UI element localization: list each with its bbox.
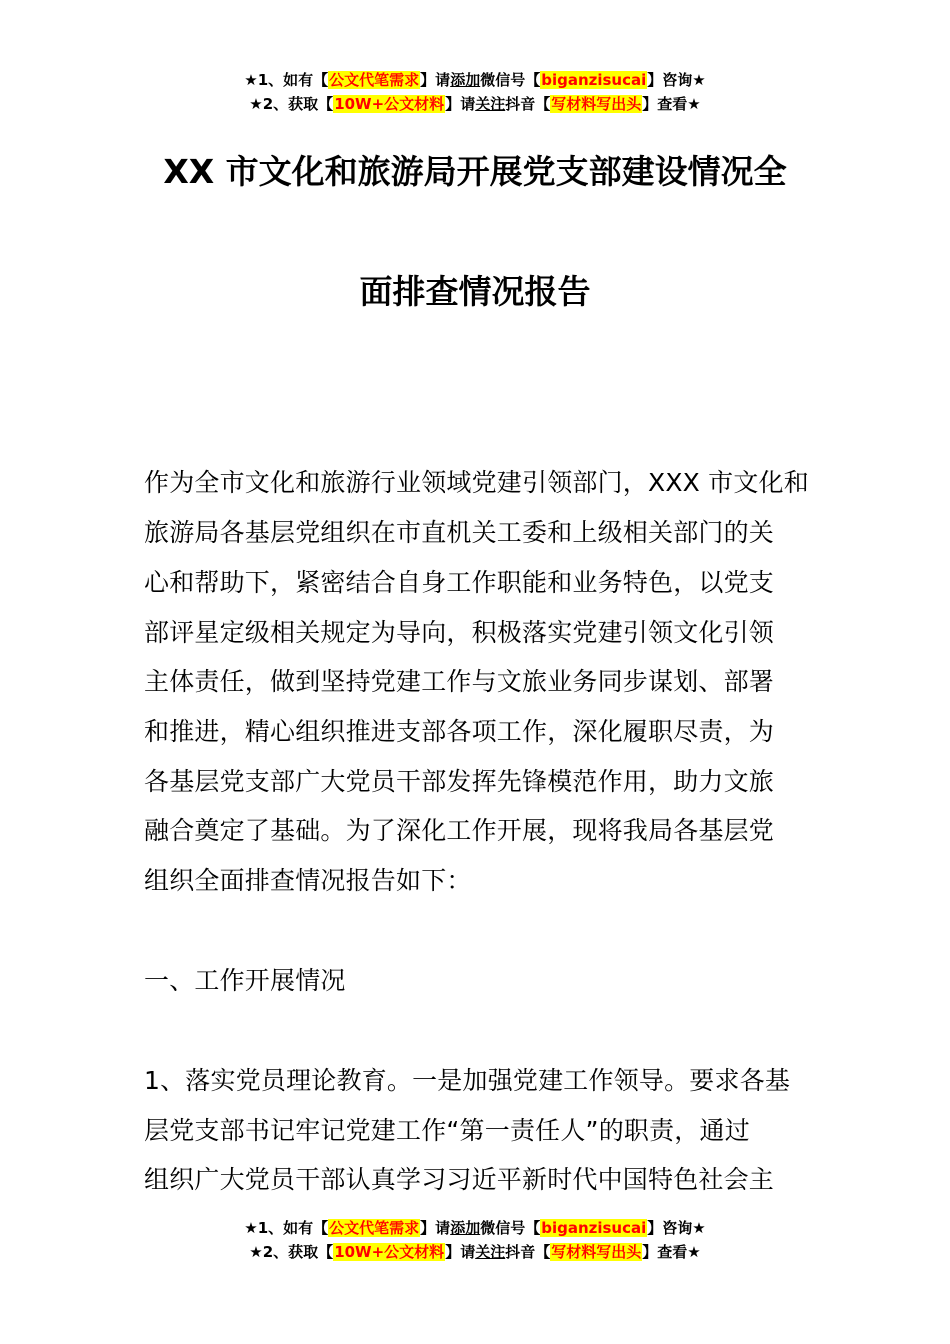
banner-text: 】请	[445, 1243, 476, 1261]
banner-text: 】请	[445, 95, 476, 113]
banner-highlight: biganzisucai	[541, 1219, 647, 1237]
banner-text: 抖音【	[505, 95, 551, 113]
banner-underline: 关注	[475, 95, 506, 113]
banner-highlight: 10W+公文材料	[334, 95, 445, 113]
banner-highlight: 10W+公文材料	[334, 1243, 445, 1261]
banner-text: 】查看★	[642, 1243, 701, 1261]
paragraph-line: 各基层党支部广大党员干部发挥先锋模范作用，助力文旅	[144, 767, 775, 796]
banner-highlight: 公文代笔需求	[329, 71, 420, 89]
paragraph-line: 旅游局各基层党组织在市直机关工委和上级相关部门的关	[144, 518, 775, 547]
paragraph-line: 组织全面排查情况报告如下：	[144, 866, 472, 895]
paragraph-line: 和推进，精心组织推进支部各项工作，深化履职尽责，为	[144, 717, 775, 746]
banner-text: 抖音【	[505, 1243, 551, 1261]
banner-text: ★1、如有【	[244, 71, 329, 89]
banner-text: 微信号【	[480, 71, 541, 89]
banner-text: 】查看★	[642, 95, 701, 113]
banner-highlight: 写材料写出头	[551, 1243, 642, 1261]
banner-highlight: 公文代笔需求	[329, 1219, 420, 1237]
banner-text: 】咨询★	[647, 1219, 706, 1237]
banner-text: 】请	[420, 1219, 451, 1237]
banner-line-1	[0, 1216, 950, 1240]
banner-line-2	[0, 92, 950, 116]
document-title-line-2: 面排查情况报告	[359, 272, 591, 311]
banner-underline: 添加	[450, 1219, 481, 1237]
banner-highlight: 写材料写出头	[551, 95, 642, 113]
banner-underline: 添加	[450, 71, 481, 89]
paragraph-line: 心和帮助下，紧密结合自身工作职能和业务特色，以党支	[144, 568, 775, 597]
banner-text: ★1、如有【	[244, 1219, 329, 1237]
banner-text: ★2、获取【	[249, 95, 334, 113]
banner-line-1	[0, 68, 950, 92]
banner-text: ★2、获取【	[249, 1243, 334, 1261]
paragraph-line: 层党支部书记牢记党建工作“第一责任人”的职责，通过	[144, 1116, 750, 1145]
paragraph-line: 融合奠定了基础。为了深化工作开展，现将我局各基层党	[144, 816, 775, 845]
top-banner	[0, 68, 950, 116]
bottom-banner	[0, 1216, 950, 1264]
banner-text: 】咨询★	[647, 71, 706, 89]
banner-text: 】请	[420, 71, 451, 89]
banner-underline: 关注	[475, 1243, 506, 1261]
banner-text: 微信号【	[480, 1219, 541, 1237]
paragraph-line: 作为全市文化和旅游行业领域党建引领部门，XXX 市文化和	[144, 468, 809, 497]
paragraph-line: 部评星定级相关规定为导向，积极落实党建引领文化引领	[144, 618, 775, 647]
paragraph-line: 主体责任，做到坚持党建工作与文旅业务同步谋划、部署	[144, 667, 775, 696]
document-title-line-1: XX 市文化和旅游局开展党支部建设情况全	[163, 152, 787, 191]
paragraph-line: 1、落实党员理论教育。一是加强党建工作领导。要求各基	[144, 1066, 791, 1095]
banner-line-2	[0, 1240, 950, 1264]
banner-highlight: biganzisucai	[541, 71, 647, 89]
section-heading: 一、工作开展情况	[144, 966, 346, 995]
paragraph-line: 组织广大党员干部认真学习习近平新时代中国特色社会主	[144, 1165, 775, 1194]
